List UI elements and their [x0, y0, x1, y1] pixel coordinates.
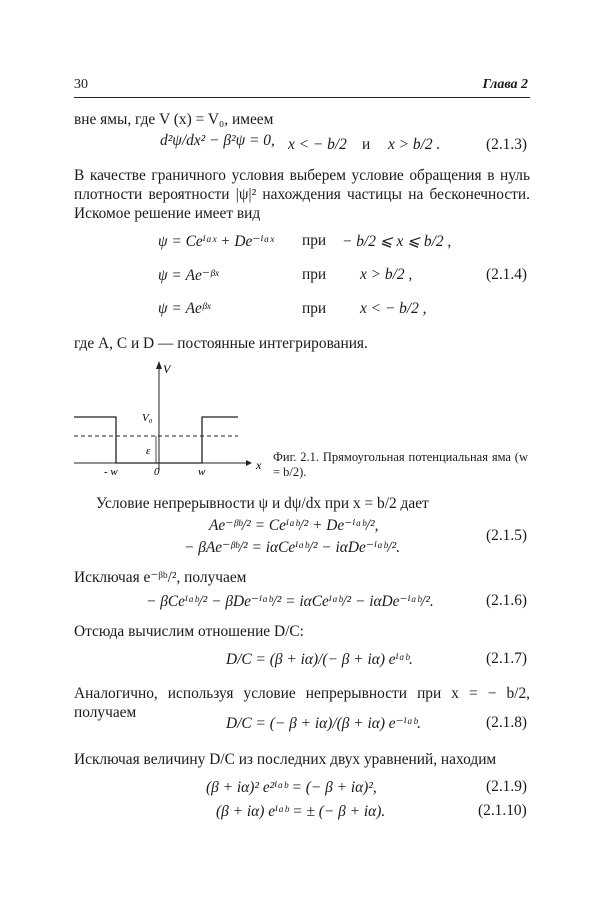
constants-line: где A, C и D — постоянные интегрирования. — [74, 335, 368, 352]
equation-2-1-4-row2: ψ = Ae⁻ᵝˣ — [158, 267, 219, 284]
equation-number-2-1-8: (2.1.8) — [486, 714, 528, 731]
equation-number-2-1-10: (2.1.10) — [478, 802, 527, 819]
v0-label: V₀ — [142, 412, 153, 424]
ratio-line: Отсюда вычислим отношение D/C: — [74, 623, 304, 640]
equation-2-1-5-row1: Ae⁻ᵝᵇ/² = Ceⁱᵅᵇ/² + De⁻ⁱᵅᵇ/², — [209, 517, 379, 534]
equation-number-2-1-9: (2.1.9) — [486, 778, 528, 795]
figure-caption: Фиг. 2.1. Прямоугольная потенциальная яма (w = b/2). — [273, 450, 528, 479]
equation-2-1-3-cond1: x < − b/2 — [288, 136, 347, 153]
equation-2-1-4-cond3: x < − b/2 , — [360, 300, 427, 317]
equation-2-1-4-at2: при — [302, 266, 327, 283]
equation-2-1-4-at3: при — [302, 300, 327, 317]
equation-2-1-9: (β + iα)² e²ⁱᵅᵇ = (− β + iα)², — [206, 779, 377, 796]
equation-2-1-3-lhs: d²ψ/dx² − β²ψ = 0, — [160, 132, 275, 149]
intro-line: вне ямы, где V (x) = V₀, имеем — [74, 111, 274, 128]
equation-2-1-4-cond1: − b/2 ⩽ x ⩽ b/2 , — [342, 233, 452, 250]
paragraph-exclusion-2: Исключая величину D/C из последних двух уравнений, находим — [74, 751, 497, 768]
equation-2-1-10: (β + iα) eⁱᵅᵇ = ± (− β + iα). — [216, 803, 386, 820]
equation-number-2-1-5: (2.1.5) — [486, 527, 528, 544]
equation-number-2-1-6: (2.1.6) — [486, 592, 528, 609]
x-axis-label: x — [256, 458, 262, 472]
equation-2-1-4-row1: ψ = Ceⁱᵅˣ + De⁻ⁱᵅˣ — [158, 233, 275, 250]
continuity-line: Условие непрерывности ψ и dψ/dx при x = b/2 дает — [96, 495, 429, 512]
chapter-title: Глава 2 — [482, 77, 528, 92]
equation-2-1-3-and: и — [362, 136, 371, 153]
page-number: 30 — [74, 77, 88, 92]
equation-number-2-1-3: (2.1.3) — [486, 136, 528, 153]
paragraph-boundary-condition: В качестве граничного условия выберем условие обращения в нуль плотности вероятности |ψ|² нахождения частицы на бесконечности. Искомое решение имеет вид — [74, 167, 530, 222]
neg-w-label: - w — [104, 466, 118, 478]
equation-2-1-7: D/C = (β + iα)/(− β + iα) eⁱᵅᵇ. — [226, 651, 413, 668]
zero-label: 0 — [154, 466, 160, 478]
paragraph-similarly: Аналогично, используя условие непрерывности при x = − b/2, получаем — [74, 685, 530, 721]
equation-2-1-4-at1: при — [302, 232, 327, 249]
equation-2-1-4-cond2: x > b/2 , — [360, 266, 413, 283]
header-rule — [74, 97, 530, 98]
epsilon-label: ε — [146, 445, 151, 457]
v-axis-label: V — [163, 362, 171, 376]
equation-2-1-8: D/C = (− β + iα)/(β + iα) e⁻ⁱᵅᵇ. — [226, 715, 421, 732]
equation-2-1-3-cond2: x > b/2 . — [388, 136, 441, 153]
equation-2-1-6: − βCeⁱᵅᵇ/² − βDe⁻ⁱᵅᵇ/² = iαCeⁱᵅᵇ/² − iαDe⁻ⁱᵅᵇ/². — [146, 593, 434, 610]
w-label: w — [198, 466, 206, 478]
figure-potential-well — [74, 355, 274, 480]
equation-2-1-4-row3: ψ = Aeᵝˣ — [158, 300, 211, 317]
x-axis-arrow — [246, 460, 252, 466]
equation-number-2-1-7: (2.1.7) — [486, 650, 528, 667]
equation-2-1-5-row2: − βAe⁻ᵝᵇ/² = iαCeⁱᵅᵇ/² − iαDe⁻ⁱᵅᵇ/². — [184, 539, 401, 556]
equation-number-2-1-4: (2.1.4) — [486, 266, 528, 283]
exclusion-line-1: Исключая e⁻ᵝᵇ/², получаем — [74, 569, 247, 586]
v-axis-arrow — [156, 361, 162, 369]
